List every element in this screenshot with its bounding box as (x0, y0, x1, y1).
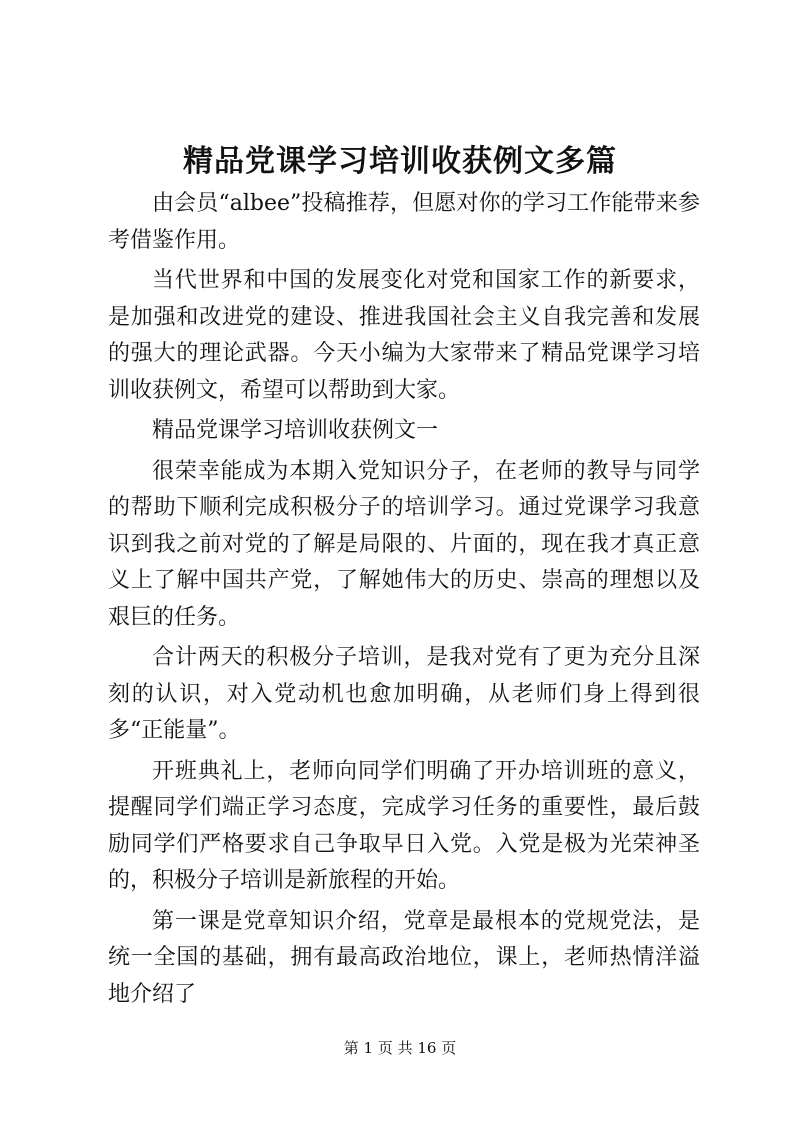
intro-paragraph: 由会员“albee”投稿推荐，但愿对你的学习工作能带来参考借鉴作用。 (108, 191, 700, 253)
summary-paragraph: 当代世界和中国的发展变化对党和国家工作的新要求，是加强和改进党的建设、推进我国社会主义自我完善和发展的强大的理论武器。今天小编为大家带来了精品党课学习培训收获例文，希望可以帮助到大家。 (108, 268, 700, 403)
document-title: 精品党课学习培训收获例文多篇 (183, 144, 617, 179)
body-paragraph: 开班典礼上，老师向同学们明确了开办培训班的意义，提醒同学们端正学习态度，完成学习任务的重要性，最后鼓励同学们严格要求自己争取早日入党。入党是极为光荣神圣的，积极分子培训是新旅程的开始。 (108, 758, 700, 893)
section-heading: 精品党课学习培训收获例文一 (152, 418, 439, 443)
document-body (108, 186, 700, 1013)
page-number-footer: 第 1 页 共 16 页 (343, 1039, 457, 1057)
body-paragraph: 合计两天的积极分子培训，是我对党有了更为充分且深刻的认识，对入党动机也愈加明确，从老师们身上得到很多“正能量”。 (108, 645, 700, 743)
body-paragraph: 很荣幸能成为本期入党知识分子，在老师的教导与同学的帮助下顺利完成积极分子的培训学习。通过党课学习我意识到我之前对党的了解是局限的、片面的，现在我才真正意义上了解中国共产党，了解她伟大的历史、崇高的理想以及艰巨的任务。 (108, 458, 700, 630)
body-paragraph: 第一课是党章知识介绍，党章是最根本的党规党法，是统一全国的基础，拥有最高政治地位，课上，老师热情洋溢地介绍了 (108, 908, 700, 1007)
